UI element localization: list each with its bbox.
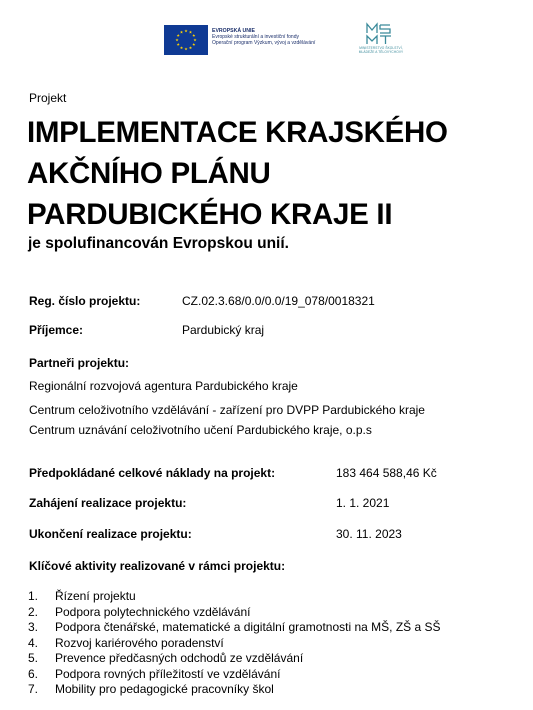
- eu-star-icon: [192, 43, 195, 46]
- activities-label: Klíčové aktivity realizované v rámci projektu:: [29, 559, 286, 573]
- eu-star-icon: [177, 43, 180, 46]
- eu-star-icon: [189, 46, 192, 49]
- eu-star-icon: [184, 29, 187, 32]
- activities-list: [28, 589, 441, 698]
- list-item: 5. Prevence předčasných odchodů ze vzdělávání: [28, 651, 304, 665]
- eu-star-icon: [193, 38, 196, 41]
- reg-number-value: CZ.02.3.68/0.0/0.0/19_078/0018321: [182, 294, 375, 308]
- costs-label: Předpokládané celkové náklady na projekt:: [29, 466, 276, 480]
- list-item: 3. Podpora čtenářské, matematické a digitální gramotnosti na MŠ, ZŠ a SŠ: [28, 620, 441, 634]
- eu-logo-text: [212, 28, 315, 47]
- partners-label: Partneři projektu:: [29, 356, 130, 370]
- project-title: [27, 112, 448, 235]
- end-label: Ukončení realizace projektu:: [29, 527, 192, 541]
- start-label: Zahájení realizace projektu:: [29, 496, 187, 510]
- list-item: 4. Rozvoj kariérového poradenství: [28, 635, 224, 650]
- list-item: 1. Řízení projektu: [28, 589, 136, 603]
- start-value: 1. 1. 2021: [336, 496, 390, 510]
- msmt-logo-caption: MINISTERSTVO ŠKOLSTVÍ, MLÁDEŽE A TĚLOVÝCHOVY: [358, 46, 404, 54]
- eu-logo-title: EVROPSKÁ UNIE: [212, 28, 255, 34]
- eu-star-icon: [175, 38, 178, 41]
- end-value: 30. 11. 2023: [336, 527, 402, 541]
- project-label: Projekt: [29, 91, 67, 105]
- eu-star-icon: [192, 34, 195, 37]
- list-item: 6. Podpora rovných příležitostí ve vzdělávání: [28, 666, 281, 681]
- eu-star-icon: [180, 46, 183, 49]
- title-line-1: IMPLEMENTACE KRAJSKÉHO: [27, 116, 448, 149]
- partner-item: Centrum uznávání celoživotního učení Pardubického kraje, o.p.s: [29, 423, 372, 437]
- reg-number-label: Reg. číslo projektu:: [29, 294, 141, 308]
- recipient-value: Pardubický kraj: [182, 323, 265, 337]
- title-line-2: AKČNÍHO PLÁNU: [27, 157, 271, 190]
- eu-stars-icon: [164, 25, 208, 55]
- header-logos: [164, 22, 404, 62]
- eu-flag-icon: [164, 25, 208, 55]
- msmt-logo: [356, 22, 406, 62]
- recipient-label: Příjemce:: [29, 323, 84, 337]
- costs-value: 183 464 588,46 Kč: [336, 466, 437, 480]
- list-item: 7. Mobility pro pedagogické pracovníky škol: [28, 682, 274, 696]
- partner-item: Centrum celoživotního vzdělávání - zařízení pro DVPP Pardubického kraje: [29, 403, 425, 417]
- list-item: 2. Podpora polytechnického vzdělávání: [28, 604, 251, 619]
- project-subtitle: je spolufinancován Evropskou unií.: [28, 235, 289, 252]
- partner-item: Regionální rozvojová agentura Pardubického kraje: [29, 379, 298, 393]
- eu-star-icon: [180, 31, 183, 34]
- title-line-3: PARDUBICKÉHO KRAJE II: [27, 198, 393, 231]
- msmt-emblem-icon: [364, 22, 394, 46]
- eu-logo-line1: Evropské strukturální a investiční fondy: [212, 34, 299, 41]
- eu-star-icon: [177, 34, 180, 37]
- eu-star-icon: [189, 31, 192, 34]
- eu-star-icon: [184, 47, 187, 50]
- eu-logo-line2: Operační program Výzkum, vývoj a vzdělávání: [212, 40, 316, 47]
